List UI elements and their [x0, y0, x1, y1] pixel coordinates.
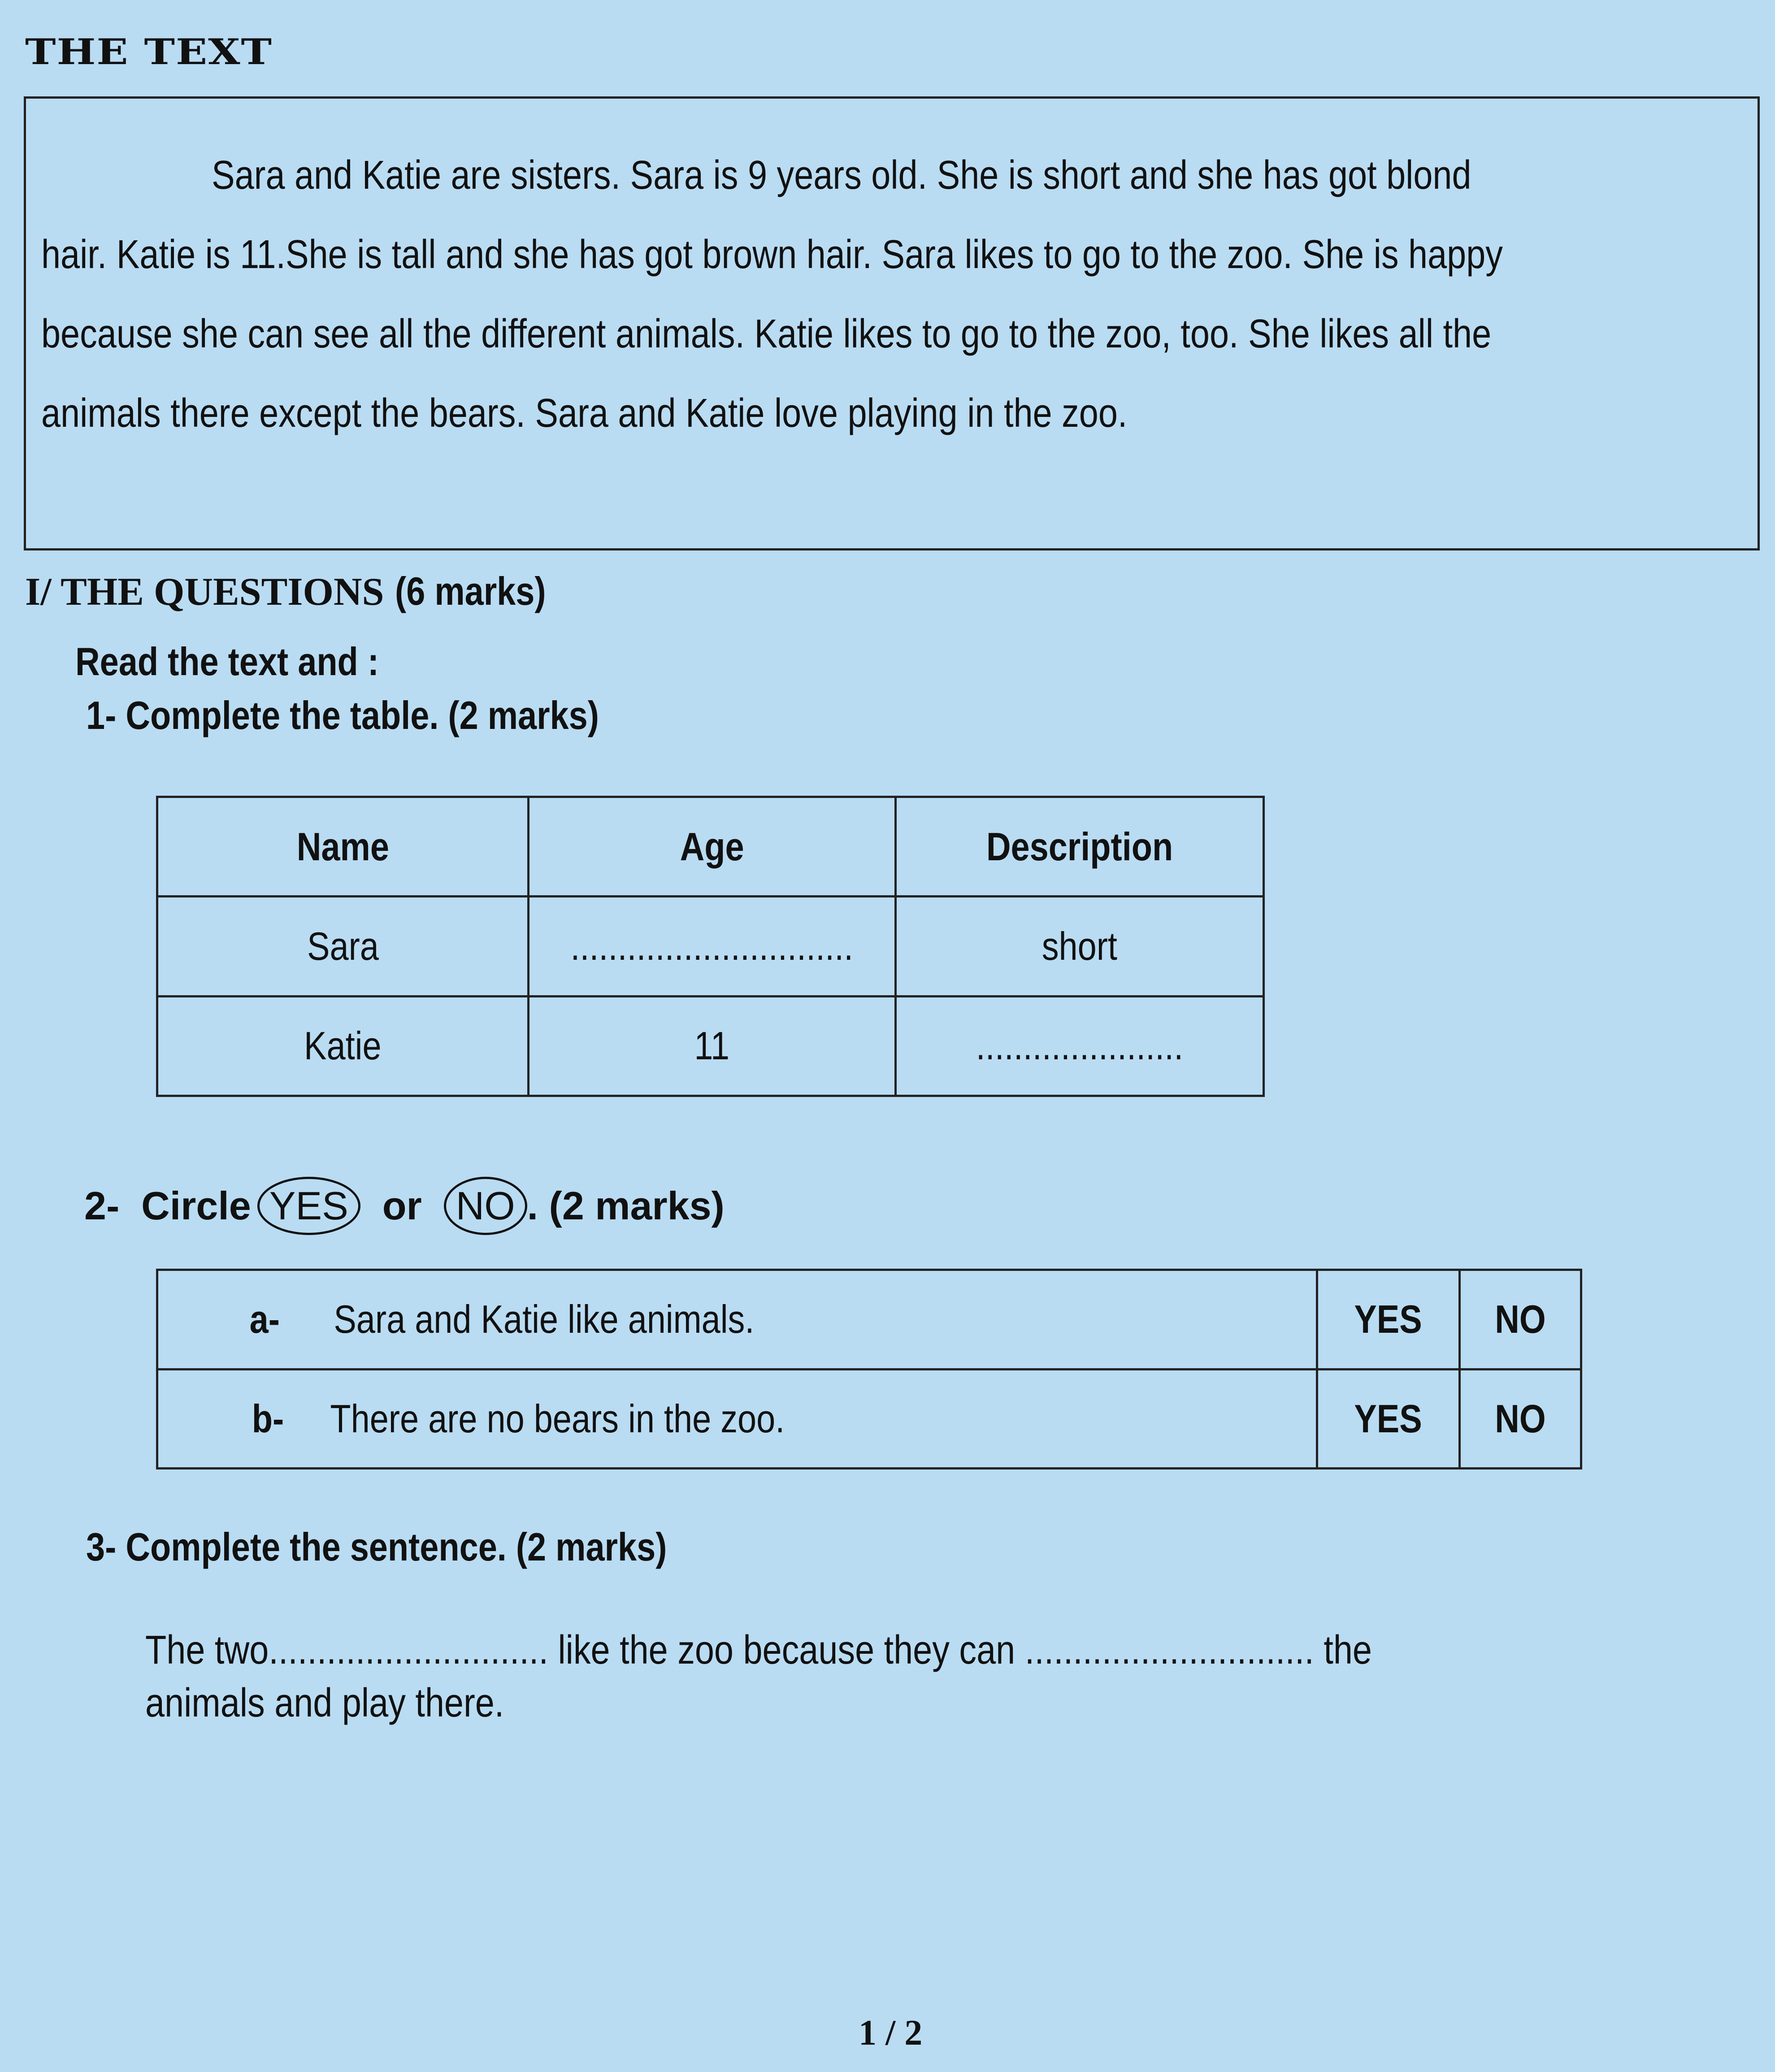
page-number: 1 / 2 — [859, 2013, 923, 2053]
passage-line: because she can see all the different animals. Katie likes to go to the zoo, too. She likes all the — [41, 312, 1492, 356]
table-header-row — [157, 797, 1264, 897]
yes-option[interactable]: YES — [1317, 1270, 1460, 1370]
table-row — [157, 1369, 1581, 1469]
heading: THE TEXT — [25, 31, 273, 73]
no-option[interactable]: NO — [1460, 1369, 1581, 1469]
q3-sentence-line[interactable]: The two............................. like the zoo because they can .............................. the — [145, 1628, 1372, 1673]
statement-b: b- There are no bears in the zoo. — [157, 1369, 1317, 1469]
header-description: Description — [896, 797, 1264, 897]
cell-age-blank[interactable]: .............................. — [528, 897, 896, 996]
yes-oval: YES — [257, 1177, 360, 1235]
cell-description-blank[interactable]: ...................... — [896, 996, 1264, 1096]
passage-line: hair. Katie is 11.She is tall and she has got brown hair. Sara likes to go to the zoo. She is happy — [41, 232, 1503, 277]
cell-name: Sara — [157, 897, 529, 996]
statement-a: a- Sara and Katie like animals. — [157, 1270, 1317, 1370]
cell-description: short — [896, 897, 1264, 996]
header-name: Name — [157, 797, 529, 897]
q1-label: 1- Complete the table. (2 marks) — [86, 693, 599, 737]
table-row — [157, 897, 1264, 996]
cell-name: Katie — [157, 996, 529, 1096]
passage-line: animals there except the bears. Sara and Katie love playing in the zoo. — [41, 391, 1128, 436]
header-age: Age — [528, 797, 896, 897]
cell-age: 11 — [528, 996, 896, 1096]
yes-option[interactable]: YES — [1317, 1369, 1460, 1469]
section-title: I/ THE QUESTIONS (6 marks) — [25, 569, 546, 614]
table-row — [157, 1270, 1581, 1370]
q2-table — [156, 1269, 1582, 1469]
table-row — [157, 996, 1264, 1096]
passage-line: Sara and Katie are sisters. Sara is 9 years old. She is short and she has got blond — [212, 153, 1471, 198]
q3-sentence-line: animals and play there. — [145, 1681, 504, 1725]
q1-table — [156, 796, 1265, 1097]
no-oval: NO — [444, 1177, 527, 1235]
instruction: Read the text and : — [75, 639, 379, 684]
q2-label: 2- Circle YES or NO . (2 marks) — [84, 1177, 725, 1235]
q3-label: 3- Complete the sentence. (2 marks) — [86, 1525, 667, 1569]
no-option[interactable]: NO — [1460, 1270, 1581, 1370]
